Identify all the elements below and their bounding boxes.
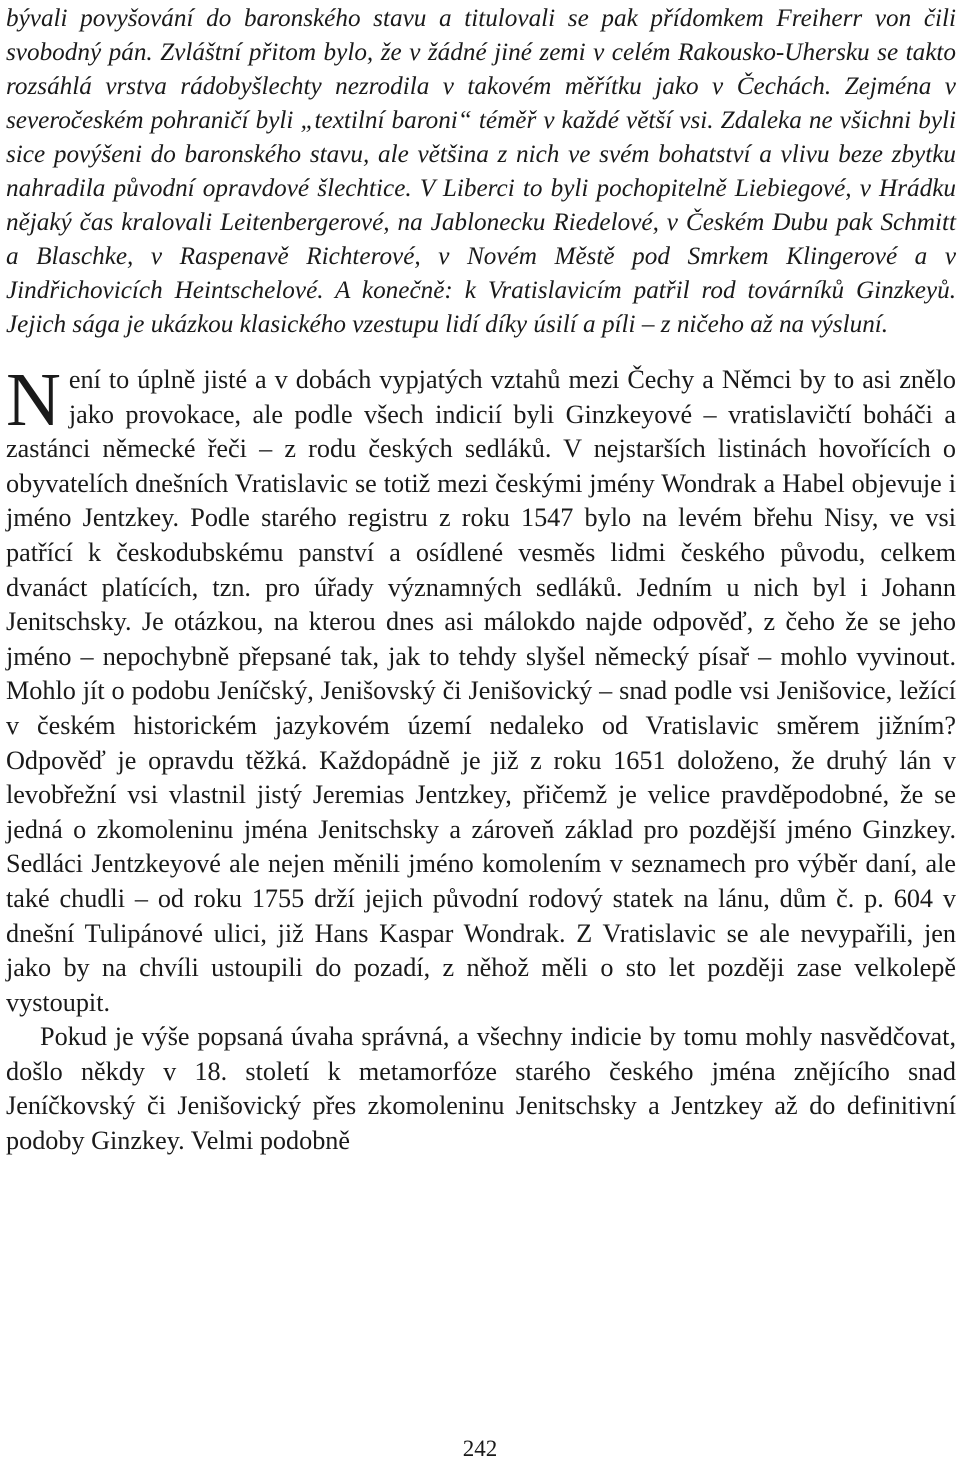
intro-paragraph: bývali povyšování do baronského stavu a titulovali se pak přídomkem Freiherr von čili svobodný pán. Zvláštní přitom bylo, že v žádné jiné zemi v celém Rakousko-Uhersku se takto rozsáhlá vrstva rádobyšlechty nezrodila v takovém měřítku jako v Čechách. Zejména v severočeském pohraničí byli „textilní baroni“ téměř v každé větší vsi. Zdaleka ne všichni byli sice povýšeni do baronského stavu, ale většina z nich ve svém bohatství a vlivu beze zbytku nahradila původní opravdové šlechtice. V Liberci to byli pochopitelně Liebiegové, v Hrádku nějaký čas kralovali Leitenbergerové, na Jablonecku Riedelové, v Českém Dubu pak Schmitt a Blaschke, v Raspenavě Richterové, v Novém Městě pod Smrkem Klingerové a v Jindřichovicích Heintschelové. A konečně: k Vratislavicím patřil rod továrníků Ginzkeyů. Jejich sága je ukázkou klasického vzestupu lidí díky úsilí a píli – z ničeho až na výsluní. [6,5,956,338]
drop-cap: N [6,358,61,442]
paragraph-1-text: ení to úplně jisté a v dobách vypjatých vztahů mezi Čechy a Němci by to asi znělo jako provokace, ale podle všech indicií byli Ginzkeyové – vratislavičtí boháči a zastánci německé řeči – z rodu českých sedláků. V nejstarších listinách hovořících o obyvatelích dnešních Vratislavic se totiž mezi českými jmény Wondrak a Habel objevuje i jméno Jentzkey. Podle starého registru z roku 1547 bylo na levém břehu Nisy, ve vsi patřící k českodubskému panství a osídlené vesměs lidmi českého původu, celkem dvanáct platících, tzn. pro úřady významných sedláků. Jedním u nich byl i Johann Jenitschsky. Je otázkou, na kterou dnes asi málokdo najde odpověď, z čeho že se jeho jméno – nepochybně přepsané tak, jak to tehdy slyšel německý písař – mohlo vyvinout. Mohlo jít o podobu Jeníčský, Jenišovský či Jenišovický – snad podle vsi Jenišovice, ležící v českém historickém jazykovém území nedaleko od Vratislavic směrem jižním? Odpověď je opravdu těžká. Každopádně je již z roku 1651 doloženo, že druhý lán v levobřežní vsi vlastnil jistý Jeremias Jentzkey, přičemž je velice pravděpodobné, že se jedná o zkomoleninu jména Jenitschsky a zároveň základ pro pozdější jméno Ginzkey. Sedláci Jentzkeyové ale nejen měnili jméno komolením v seznamech pro výběr daní, ale také chudli – od roku 1755 drží jejich původní rodový statek na lánu, dům č. p. 604 v dnešní Tulipánové ulici, již Hans Kaspar Wondrak. Z Vratislavic se ale nevypařili, jen jako by na chvíli ustoupili do pozadí, z něhož měli o sto let později zase velkolepě vystoupit. [6,365,956,1017]
page-number: 242 [462,1436,498,1461]
body-paragraph-1 [6,358,956,1020]
page-content [6,2,956,1159]
body-paragraph-2: Pokud je výše popsaná úvaha správná, a všechny indicie by tomu mohly nasvědčovat, došlo někdy v 18. století k metamorfóze starého českého jména znějícího snad Jeníčkovský či Jenišovický přes zkomoleninu Jenitschsky a Jentzkey až do definitivní podoby Ginzkey. Velmi podobně [6,1022,956,1156]
